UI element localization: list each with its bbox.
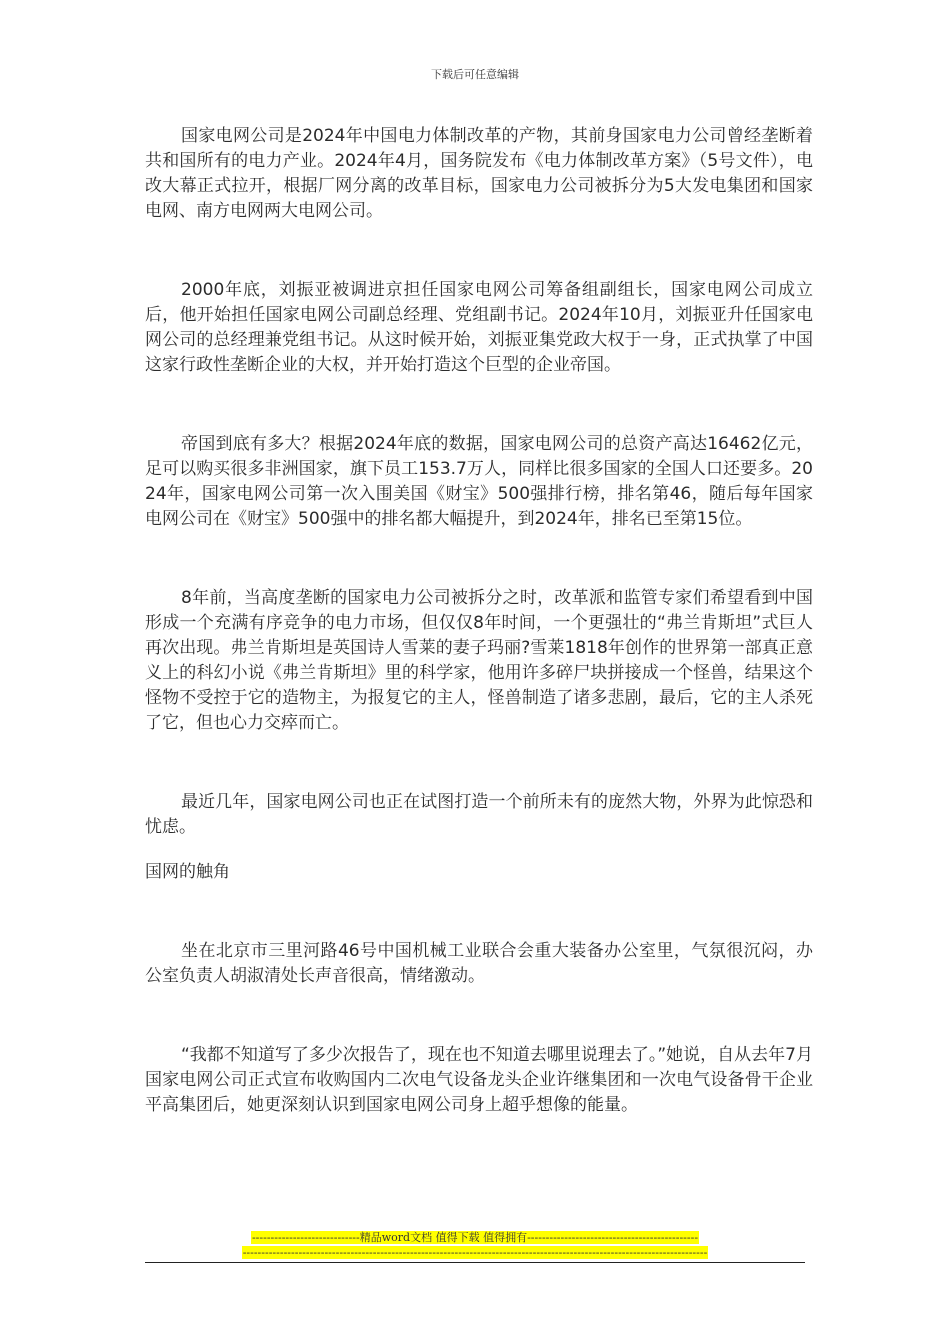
footer-dashes (0, 1246, 950, 1260)
paragraph-3: 帝国到底有多大？根据2024年底的数据，国家电网公司的总资产高达16462亿元，足可以购买很多非洲国家，旗下员工153.7万人，同样比很多国家的全国人口还要多。2024年，国家电网公司第一次入围美国《财宝》500强排行榜，排名第46，随后每年国家电网公司在《财宝》500强中的排名都大幅提升，到2024年，排名已至第15位。 (145, 434, 813, 529)
footer-rule (145, 1262, 805, 1263)
footer-line-2: ----------------------------------------------------------------------------------------------------------------------------- (242, 1246, 708, 1259)
paragraph-7: “我都不知道写了多少次报告了，现在也不知道去哪里说理去了。”她说，自从去年7月国家电网公司正式宣布收购国内二次电气设备龙头企业许继集团和一次电气设备骨干企业平高集团后，她更深刻认识到国家电网公司身上超乎想像的能量。 (145, 1045, 813, 1115)
footer-banner (0, 1231, 950, 1245)
paragraph-5: 最近几年，国家电网公司也正在试图打造一个前所未有的庞然大物，外界为此惊恐和忧虑。 (145, 792, 813, 837)
paragraph-4: 8年前，当高度垄断的国家电力公司被拆分之时，改革派和监管专家们希望看到中国形成一个充满有序竞争的电力市场，但仅仅8年时间，一个更强壮的“弗兰肯斯坦”式巨人再次出现。弗兰肯斯坦是英国诗人雪莱的妻子玛丽?雪莱1818年创作的世界第一部真正意义上的科幻小说《弗兰肯斯坦》里的科学家，他用许多碎尸块拼接成一个怪兽，结果这个怪物不受控于它的造物主，为报复它的主人，怪兽制造了诸多悲剧，最后，它的主人杀死了它，但也心力交瘁而亡。 (145, 588, 813, 733)
footer-line-1: -----------------------------精品word文档 值得下载 值得拥有---------------------------------------------- (251, 1231, 699, 1244)
section-heading: 国网的触角 (145, 862, 230, 882)
document-body (145, 124, 813, 1118)
paragraph-6: 坐在北京市三里河路46号中国机械工业联合会重大装备办公室里，气氛很沉闷，办公室负责人胡淑清处长声音很高，情绪激动。 (145, 941, 813, 986)
paragraph-1: 国家电网公司是2024年中国电力体制改革的产物，其前身国家电力公司曾经垄断着共和国所有的电力产业。2024年4月，国务院发布《电力体制改革方案》（5号文件），电改大幕正式拉开，根据厂网分离的改革目标，国家电力公司被拆分为5大发电集团和国家电网、南方电网两大电网公司。 (145, 126, 813, 221)
page-header: 下载后可任意编辑 (431, 68, 519, 81)
paragraph-2: 2000年底，刘振亚被调进京担任国家电网公司筹备组副组长，国家电网公司成立后，他开始担任国家电网公司副总经理、党组副书记。2024年10月，刘振亚升任国家电网公司的总经理兼党组书记。从这时候开始，刘振亚集党政大权于一身，正式执掌了中国这家行政性垄断企业的大权，并开始打造这个巨型的企业帝国。 (145, 280, 813, 375)
